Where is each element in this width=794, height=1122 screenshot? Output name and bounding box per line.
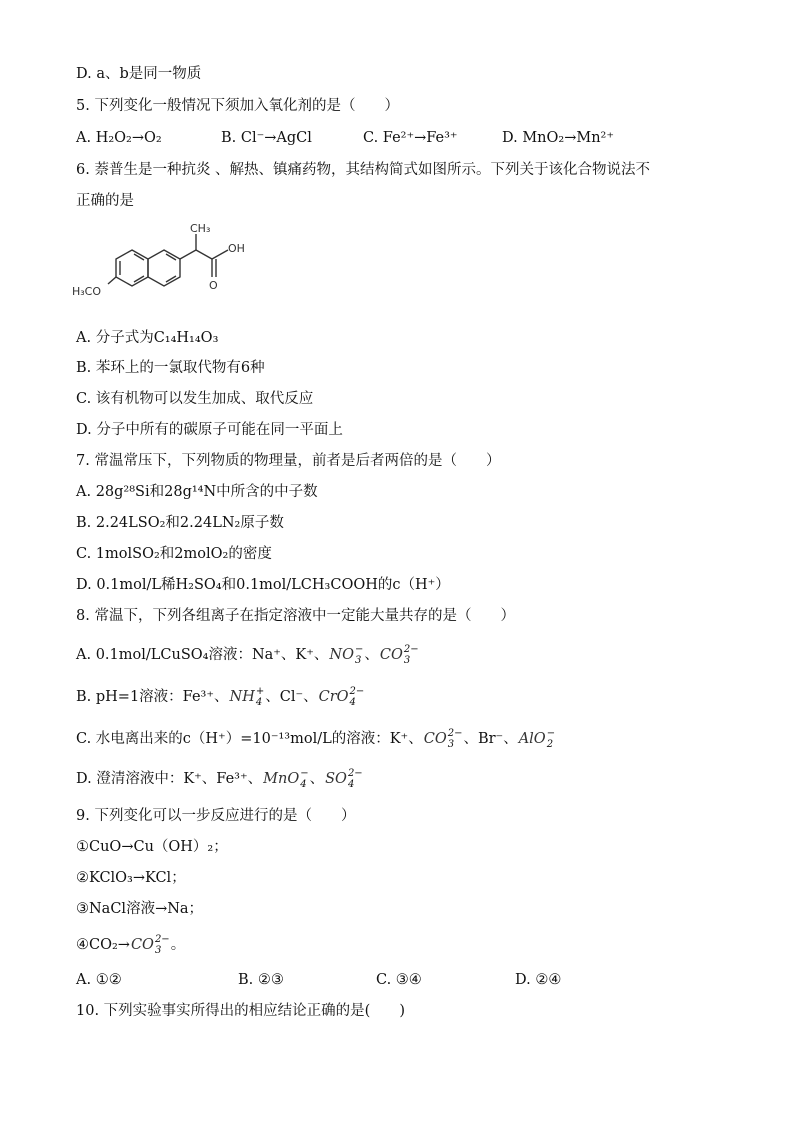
q4-option-d: D. a、b是同一物质 xyxy=(76,66,202,82)
ammonium-ion: NH + 4 xyxy=(229,686,265,708)
q9-options xyxy=(76,970,754,990)
question-5: 5. 下列变化一般情况下须加入氧化剂的是（ ） xyxy=(76,98,399,114)
q9-option-a: A. ①② xyxy=(76,972,122,988)
q9-option-d: D. ②④ xyxy=(515,972,562,988)
question-6-cont: 正确的是 xyxy=(76,193,134,209)
q8c-mid: 、Br⁻、 xyxy=(463,731,518,747)
q8-option-a xyxy=(76,644,754,666)
q8b-mid: 、Cl⁻、 xyxy=(265,689,318,705)
q7-option-d: D. 0.1mol/L稀H₂SO₄和0.1mol/LCH₃COOH的c（H⁺） xyxy=(76,577,450,593)
chromate-ion: CrO 2− 4 xyxy=(318,686,365,708)
separator: 、 xyxy=(364,647,379,663)
q5-option-b: B. Cl⁻→AgCl xyxy=(221,130,312,146)
carbonate-ion: CO 2− 3 xyxy=(379,644,419,666)
q8-option-d xyxy=(76,768,754,790)
q9-option-b: B. ②③ xyxy=(238,972,284,988)
q9-item-2: ②KClO₃→KCl； xyxy=(76,870,186,886)
q7-option-c: C. 1molSO₂和2molO₂的密度 xyxy=(76,546,272,562)
permanganate-ion: MnO − 4 xyxy=(263,768,309,790)
q6-option-d: D. 分子中所有的碳原子可能在同一平面上 xyxy=(76,422,343,438)
q9-4-end: 。 xyxy=(170,937,186,953)
question-6: 6. 萘普生是一种抗炎 、解热、镇痛药物，其结构简式如图所示。下列关于该化合物说法不 xyxy=(76,162,651,178)
h3co-label: H₃CO xyxy=(72,285,102,298)
q8d-text: D. 澄清溶液中：K⁺、Fe³⁺、 xyxy=(76,771,263,787)
q8b-text: B. pH=1溶液：Fe³⁺、 xyxy=(76,689,229,705)
question-8: 8. 常温下，下列各组离子在指定溶液中一定能大量共存的是（ ） xyxy=(76,608,515,624)
q9-option-c: C. ③④ xyxy=(376,972,422,988)
question-10: 10. 下列实验事实所得出的相应结论正确的是( ) xyxy=(76,1003,405,1019)
q6-option-a: A. 分子式为C₁₄H₁₄O₃ xyxy=(76,330,219,346)
aluminate-ion: AlO − 2 xyxy=(518,728,556,750)
q8a-text: A. 0.1mol/LCuSO₄溶液：Na⁺、K⁺、 xyxy=(76,647,329,663)
q7-option-a: A. 28g²⁸Si和28g¹⁴N中所含的中子数 xyxy=(76,484,318,500)
carbonate-ion: CO 2− 3 xyxy=(423,728,463,750)
q5-option-a: A. H₂O₂→O₂ xyxy=(76,130,162,146)
q6-option-b: B. 苯环上的一氯取代物有6种 xyxy=(76,360,265,376)
q5-options xyxy=(76,128,754,148)
naproxen-structure xyxy=(72,222,282,312)
q7-option-b: B. 2.24LSO₂和2.24LN₂原子数 xyxy=(76,515,284,531)
q9-item-3: ③NaCl溶液→Na； xyxy=(76,901,204,917)
q9-item-1: ①CuO→Cu（OH）₂； xyxy=(76,839,228,855)
separator: 、 xyxy=(309,771,325,787)
ch3-label: CH₃ xyxy=(190,222,211,235)
nitrate-ion: NO − 3 xyxy=(329,644,364,666)
q8-option-c xyxy=(76,728,754,750)
oh-label: OH xyxy=(228,242,245,255)
q5-option-d: D. MnO₂→Mn²⁺ xyxy=(502,130,615,146)
q8-option-b xyxy=(76,686,754,708)
question-9: 9. 下列变化可以一步反应进行的是（ ） xyxy=(76,808,356,824)
q8c-text: C. 水电离出来的c（H⁺）=10⁻¹³mol/L的溶液：K⁺、 xyxy=(76,731,423,747)
q9-4-text: ④CO₂→ xyxy=(76,937,130,953)
question-7: 7. 常温常压下，下列物质的物理量，前者是后者两倍的是（ ） xyxy=(76,453,501,469)
q9-item-4 xyxy=(76,934,754,956)
carbonate-ion: CO 2− 3 xyxy=(130,934,170,956)
o-label: O xyxy=(209,279,218,292)
sulfate-ion: SO 2− 4 xyxy=(325,768,363,790)
q5-option-c: C. Fe²⁺→Fe³⁺ xyxy=(363,130,458,146)
q6-option-c: C. 该有机物可以发生加成、取代反应 xyxy=(76,391,314,407)
